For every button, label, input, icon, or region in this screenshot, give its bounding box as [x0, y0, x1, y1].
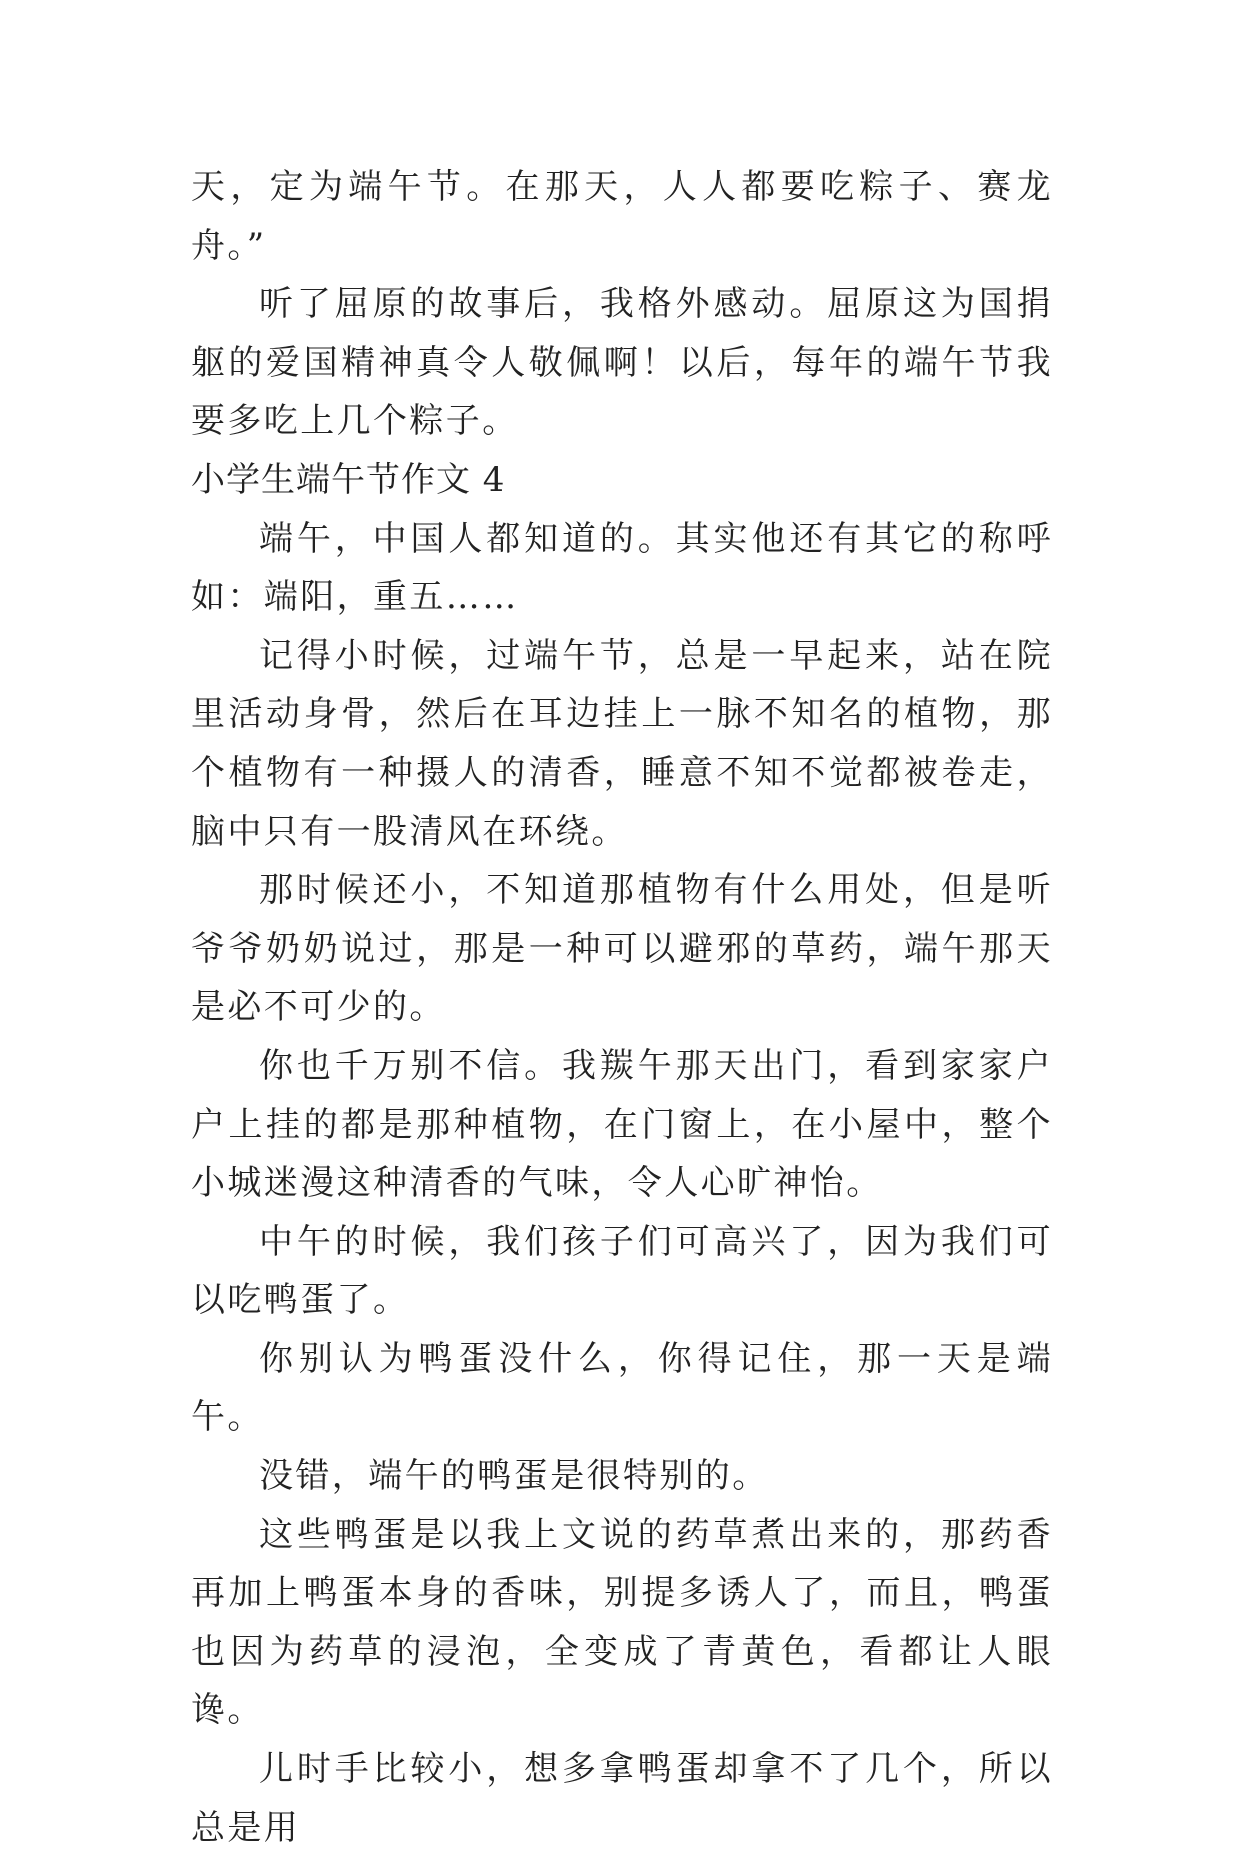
paragraph: 你也千万别不信。我羰午那天出门，看到家家户户上挂的都是那种植物，在门窗上，在小屋中，整个小城迷漫这种清香的气味，令人心旷神怡。: [191, 1045, 1053, 1204]
paragraph: 没错，端午的鸭蛋是很特别的。: [259, 1456, 769, 1497]
paragraph: 端午，中国人都知道的。其实他还有其它的称呼如：端阳，重五……: [191, 518, 1053, 618]
paragraph: 听了屈原的故事后，我格外感动。屈原这为国捐躯的爱国精神真令人敬佩啊！以后，每年的端午节我要多吃上几个粽子。: [191, 284, 1053, 442]
document-body: [191, 158, 1053, 1857]
paragraph: 儿时手比较小，想多拿鸭蛋却拿不了几个，所以总是用: [191, 1749, 1053, 1848]
paragraph: 这些鸭蛋是以我上文说的药草煮出来的，那药香再加上鸭蛋本身的香味，别提多诱人了，而且，鸭蛋也因为药草的浸泡，全变成了青黄色，看都让人眼谗。: [191, 1514, 1053, 1731]
paragraph: 那时候还小，不知道那植物有什么用处，但是听爷爷奶奶说过，那是一种可以避邪的草药，端午那天是必不可少的。: [191, 870, 1053, 1028]
paragraph: 中午的时候，我们孩子们可高兴了，因为我们可以吃鸭蛋了。: [191, 1221, 1053, 1321]
paragraph: 天，定为端午节。在那天，人人都要吃粽子、赛龙舟。”: [191, 167, 1053, 266]
section-heading: 小学生端午节作文 4: [191, 459, 506, 500]
paragraph: 记得小时候，过端午节，总是一早起来，站在院里活动身骨，然后在耳边挂上一脉不知名的植物，那个植物有一种摄人的清香，睡意不知不觉都被卷走，脑中只有一股清风在环绕。: [191, 635, 1053, 852]
paragraph: 你别认为鸭蛋没什么，你得记住，那一天是端午。: [191, 1338, 1053, 1438]
